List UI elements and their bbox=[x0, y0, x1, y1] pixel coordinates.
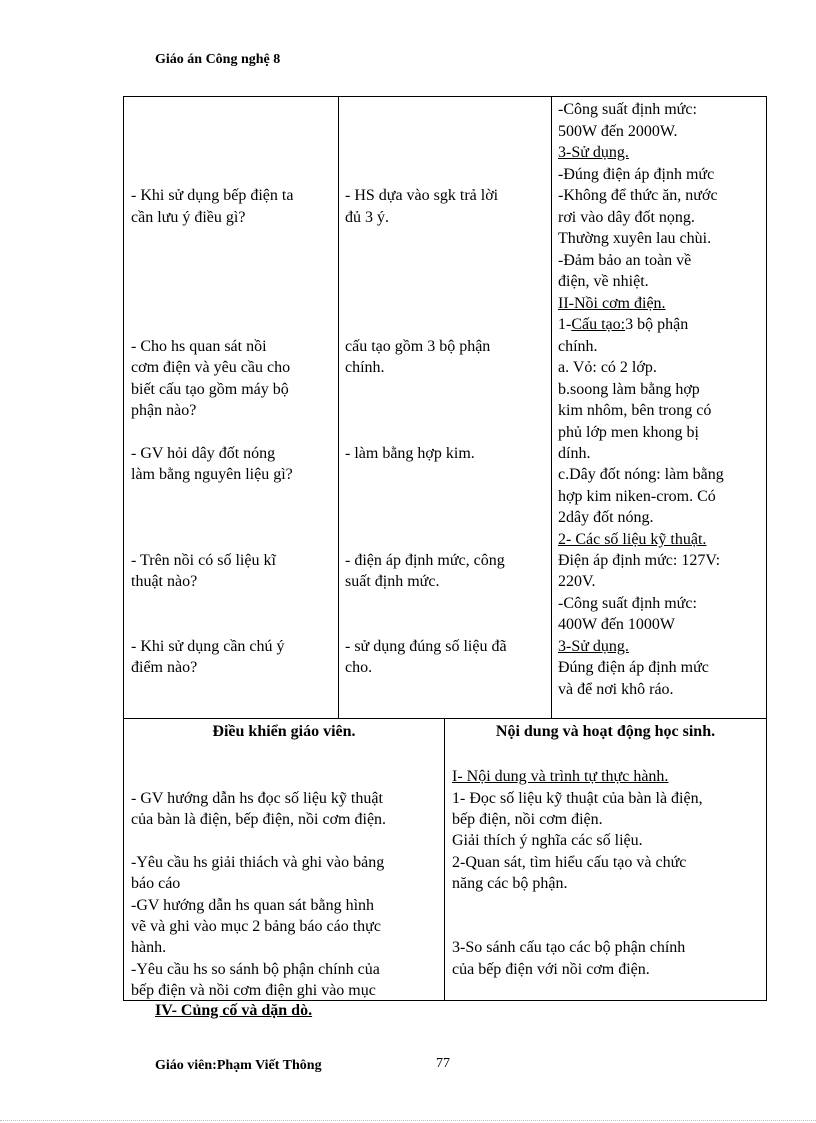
content-line: phủ lớp men khong bị bbox=[558, 424, 699, 441]
content-line: 400W đến 1000W bbox=[558, 616, 676, 633]
practice-step: của bếp điện với nồi cơm điện. bbox=[452, 961, 650, 978]
content-subheading: 3-Sử dụng. bbox=[558, 638, 629, 655]
practice-step: 2-Quan sát, tìm hiểu cấu tạo và chức bbox=[452, 854, 687, 871]
content-line: Điện áp định mức: 127V: bbox=[558, 552, 721, 569]
content-line: a. Vỏ: có 2 lớp. bbox=[558, 359, 657, 376]
teacher-question: cơm điện và yêu cầu cho bbox=[131, 359, 291, 376]
student-answer: cấu tạo gồm 3 bộ phận bbox=[345, 338, 491, 355]
document-header: Giáo án Công nghệ 8 bbox=[155, 52, 281, 67]
teacher-question: - Khi sử dụng cần chú ý bbox=[131, 638, 285, 655]
student-answer: - làm bằng hợp kim. bbox=[345, 445, 475, 462]
student-answer: - điện áp định mức, công bbox=[345, 552, 505, 569]
teacher-instruction: báo cáo bbox=[131, 875, 181, 892]
teacher-instruction: -Yêu cầu hs so sánh bộ phận chính của bbox=[131, 961, 380, 978]
content-line: Thường xuyên lau chùi. bbox=[558, 230, 712, 247]
teacher-question: - Cho hs quan sát nồi bbox=[131, 338, 267, 355]
content-line: hợp kim niken-crom. Có bbox=[558, 488, 716, 505]
teacher-question: - GV hỏi dây đốt nóng bbox=[131, 445, 276, 462]
content-line: dính. bbox=[558, 445, 591, 462]
header-student-activity: Nội dung và hoạt động học sinh. bbox=[495, 723, 716, 740]
content-line: -Đúng điện áp định mức bbox=[558, 166, 715, 183]
content-line: b.soong làm bằng hợp bbox=[558, 381, 700, 398]
content-subheading: 2- Các số liệu kỹ thuật. bbox=[558, 531, 707, 548]
teacher-question: phận nào? bbox=[131, 402, 197, 419]
student-answer: suất định mức. bbox=[345, 573, 440, 590]
lesson-table-continued bbox=[123, 96, 767, 719]
teacher-question: thuật nào? bbox=[131, 573, 198, 590]
practice-step: bếp điện, nồi cơm điện. bbox=[452, 811, 603, 828]
practice-heading: I- Nội dung và trình tự thực hành. bbox=[452, 768, 669, 785]
student-answer: chính. bbox=[345, 359, 385, 376]
content-line: rơi vào dây đốt nọng. bbox=[558, 209, 695, 226]
teacher-question: biết cấu tạo gồm máy bộ bbox=[131, 381, 289, 398]
content-line: c.Dây đốt nóng: làm bằng bbox=[558, 466, 724, 483]
content-line: -Không để thức ăn, nước bbox=[558, 187, 718, 204]
content-line: Đúng điện áp định mức bbox=[558, 659, 709, 676]
student-answer: đủ 3 ý. bbox=[345, 209, 389, 226]
content-line: -Công suất định mức: bbox=[558, 595, 697, 612]
teacher-instruction: vẽ và ghi vào mục 2 bảng báo cáo thực bbox=[131, 918, 381, 935]
student-answer: - HS dựa vào sgk trả lời bbox=[345, 187, 499, 204]
page-number: 77 bbox=[436, 1056, 450, 1071]
teacher-instruction: -GV hướng dẫn hs quan sát bằng hình bbox=[131, 897, 375, 914]
teacher-question: điểm nào? bbox=[131, 659, 198, 676]
content-line: và để nơi khô ráo. bbox=[558, 681, 674, 698]
column-divider bbox=[551, 97, 552, 718]
teacher-question: - Trên nồi có số liệu kĩ bbox=[131, 552, 276, 569]
content-line: kim nhôm, bên trong có bbox=[558, 402, 712, 419]
practice-step: năng các bộ phận. bbox=[452, 875, 568, 892]
teacher-instruction: -Yêu cầu hs giải thiách và ghi vào bảng bbox=[131, 854, 385, 871]
teacher-instruction: bếp điện và nồi cơm điện ghi vào mục bbox=[131, 982, 376, 999]
teacher-question: - Khi sử dụng bếp điện ta bbox=[131, 187, 294, 204]
practice-step: 1- Đọc số liệu kỹ thuật của bàn là điện, bbox=[452, 790, 703, 807]
content-line: 220V. bbox=[558, 573, 596, 590]
teacher-instruction: hành. bbox=[131, 939, 167, 956]
teacher-instruction: - GV hướng dẫn hs đọc số liệu kỹ thuật bbox=[131, 790, 383, 807]
content-subheading: 1-Cấu tạo:3 bộ phận bbox=[558, 316, 689, 333]
content-line: 500W đến 2000W. bbox=[558, 123, 678, 140]
teacher-name: Giáo viên:Phạm Viết Thông bbox=[155, 1058, 322, 1073]
student-answer: cho. bbox=[345, 659, 373, 676]
page-bottom-border bbox=[0, 1120, 816, 1121]
practice-table bbox=[123, 718, 767, 1001]
teacher-instruction: của bàn là điện, bếp điện, nồi cơm điện. bbox=[131, 811, 387, 828]
practice-step: Giải thích ý nghĩa các số liệu. bbox=[452, 832, 643, 849]
content-subheading: 3-Sử dụng. bbox=[558, 144, 629, 161]
content-line: -Công suất định mức: bbox=[558, 101, 697, 118]
section-title: IV- Củng cố và dặn dò. bbox=[155, 1002, 313, 1019]
content-line: 2dây đốt nóng. bbox=[558, 509, 654, 526]
content-heading: II-Nồi cơm điện. bbox=[558, 295, 666, 312]
content-line: điện, về nhiệt. bbox=[558, 273, 649, 290]
teacher-question: làm bằng nguyên liệu gì? bbox=[131, 466, 293, 483]
header-teacher-control: Điều khiển giáo viên. bbox=[212, 723, 356, 740]
column-divider bbox=[444, 719, 445, 1000]
column-divider bbox=[338, 97, 339, 718]
teacher-question: cần lưu ý điều gì? bbox=[131, 209, 246, 226]
content-line: chính. bbox=[558, 338, 598, 355]
practice-step: 3-So sánh cấu tạo các bộ phận chính bbox=[452, 939, 686, 956]
student-answer: - sử dụng đúng số liệu đã bbox=[345, 638, 507, 655]
content-line: -Đảm bảo an toàn về bbox=[558, 252, 692, 269]
